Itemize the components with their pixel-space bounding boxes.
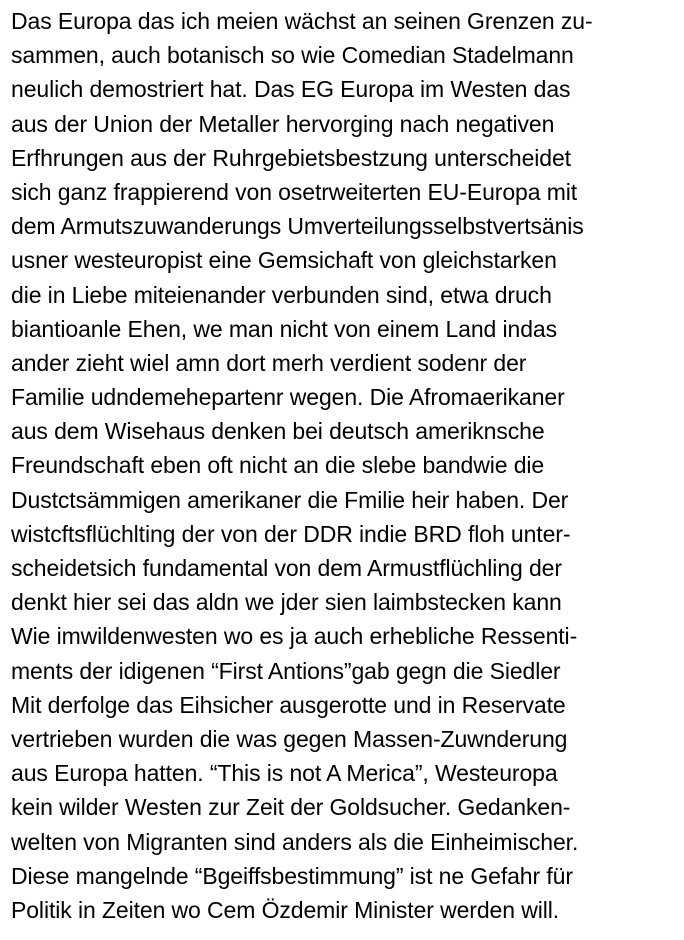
text-line: denkt hier sei das aldn we jder sien laimbstecken kann (11, 589, 562, 616)
text-line: Politik in Zeiten wo Cem Özdemir Minister werden will. (11, 896, 560, 923)
text-line: vertrieben wurden die was gegen Massen-Zuwnderung (11, 725, 568, 752)
text-line: Das Europa das ich meien wächst an seinen Grenzen zu- (11, 8, 593, 34)
text-line: aus der Union der Metaller hervorging nach negativen (11, 110, 555, 137)
text-line: Erfhrungen aus der Ruhrgebietsbestzung unterscheidet (11, 144, 571, 171)
text-line: welten von Migranten sind anders als die Einheimischer. (11, 828, 579, 855)
text-line: scheidetsich fundamental von dem Armustflüchling der (11, 555, 562, 581)
text-line: sammen, auch botanisch so wie Comedian Stadelmann (11, 42, 574, 69)
text-line: usner westeuropist eine Gemsichaft von gleichstarken (11, 247, 557, 274)
text-line: wistcftsflüchlting der von der DDR indie BRD floh unter- (11, 520, 571, 547)
text-line: biantioanle Ehen, we man nicht von einem Land indas (11, 315, 557, 342)
text-line: Wie imwildenwesten wo es ja auch erhebliche Ressenti- (11, 623, 578, 650)
text-line: Familie udndemehepartenr wegen. Die Afromaerikaner (11, 384, 565, 411)
text-line: dem Armutszuwanderungs Umverteilungsselbstvertsänis (11, 213, 584, 240)
text-line: neulich demostriert hat. Das EG Europa im Westen das (11, 76, 571, 103)
text-line: sich ganz frappierend von osetrweiterten EU-Europa mit (11, 178, 578, 205)
text-line: ander zieht wiel amn dort merh verdient sodenr der (11, 349, 527, 376)
text-line: aus dem Wisehaus denken bei deutsch ameriknsche (11, 418, 545, 445)
text-line: Freundschaft eben oft nicht an die slebe bandwie die (11, 452, 545, 479)
text-line: ments der idigenen “First Antions”gab gegn die Siedler (11, 657, 561, 684)
text-line: kein wilder Westen zur Zeit der Goldsucher. Gedanken- (11, 794, 571, 821)
text-line: Diese mangelnde “Bgeiffsbestimmung” ist ne Gefahr für (11, 862, 573, 889)
text-line: Mit derfolge das Eihsicher ausgerotte und in Reservate (11, 691, 566, 718)
body-text (11, 4, 677, 927)
text-line: die in Liebe miteienander verbunden sind, etwa druch (11, 281, 552, 308)
text-line: Dustctsämmigen amerikaner die Fmilie heir haben. Der (11, 486, 569, 513)
text-line: aus Europa hatten. “This is not A Merica”, Westeuropa (11, 760, 558, 787)
